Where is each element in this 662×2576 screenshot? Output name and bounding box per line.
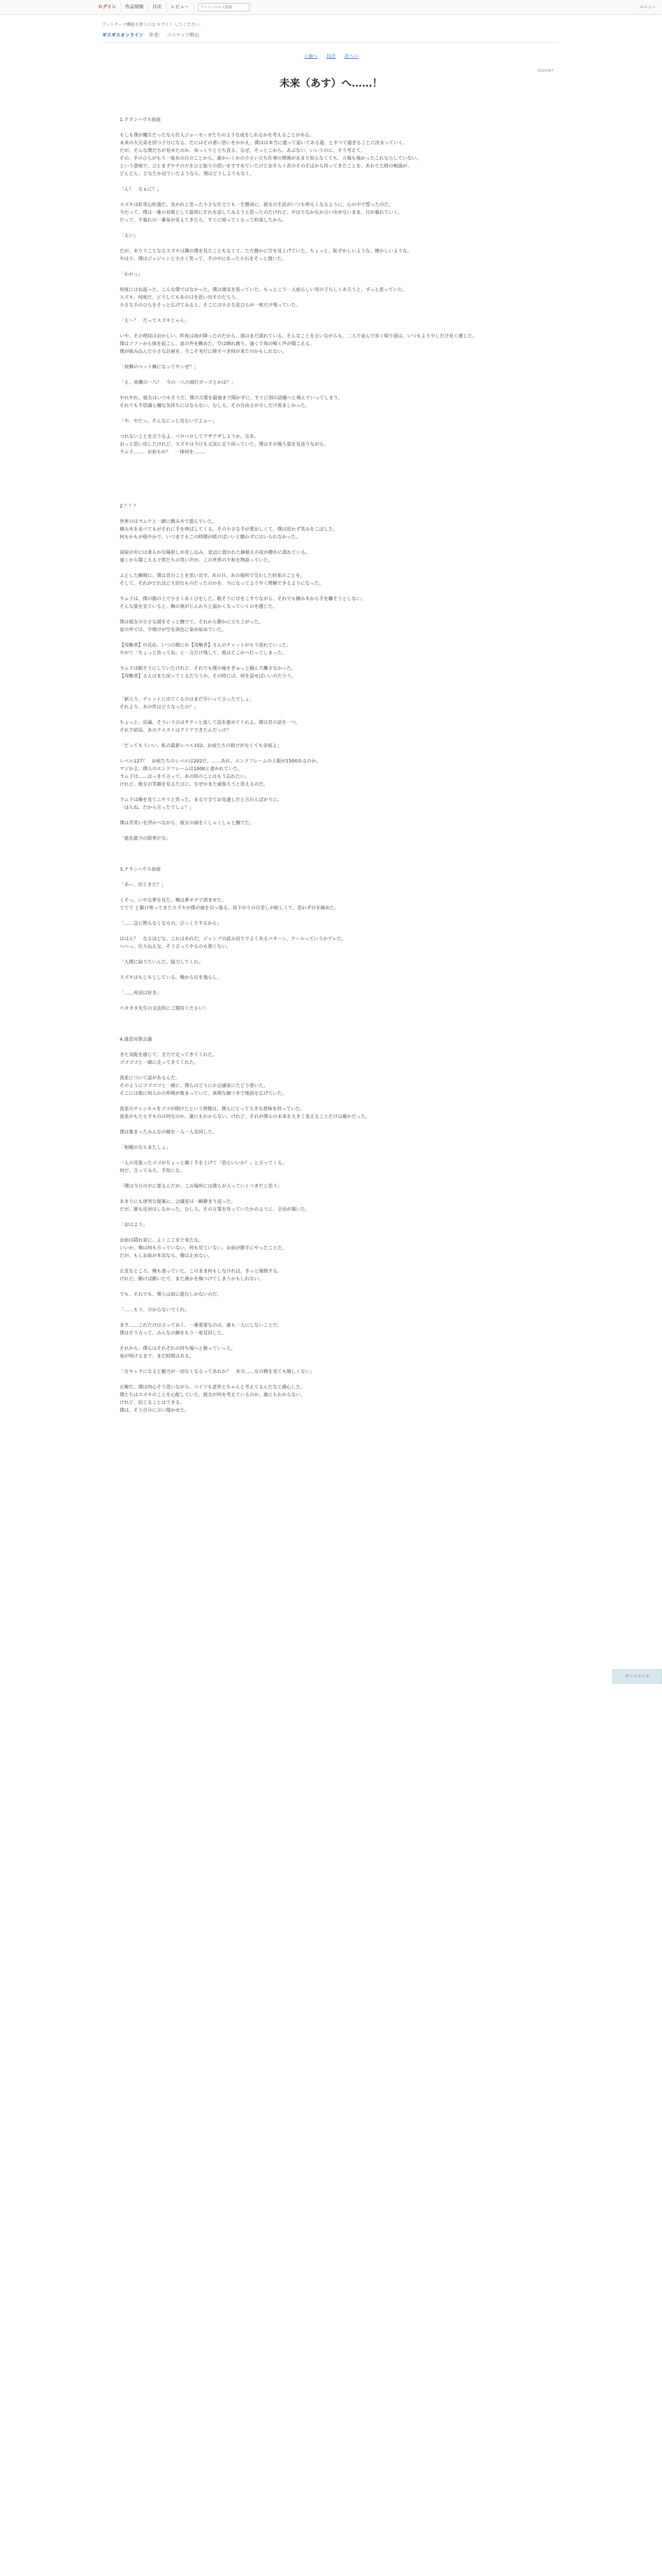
body-paragraph: 「僕は今日の中に要るんだが、この場所には僕らが入っていくべきだと思う」 — [120, 1184, 283, 1189]
body-paragraph: 遠くから聞こえる子供たちの笑い声が、この世界の平和を物語っていた。 — [120, 558, 273, 563]
body-paragraph: けれど、信じることはできる。 — [120, 1400, 185, 1405]
body-paragraph: ラム子は俺を見てニヤリと笑った。まるで全てお見通しだと言わんばかりに。 — [120, 798, 282, 803]
author-name[interactable]: ココナッツ野山 — [167, 33, 199, 38]
next-chapter-link[interactable]: 次へ＞ — [344, 54, 358, 59]
body-paragraph: ます……これだけは言っておく。一番重要なのは、誰も一人にしないことだ。 — [120, 1323, 282, 1328]
body-paragraph — [120, 789, 537, 796]
body-paragraph: 「新入り、チャットに出てくるのはまだ早いって言ったでしょ。 — [120, 697, 254, 702]
body-paragraph: 流星について話があるんだ。 — [120, 1076, 180, 1081]
body-paragraph: ラム子……、お前もか？ 一体何を……。 — [120, 450, 208, 455]
body-paragraph — [120, 194, 537, 201]
body-paragraph — [120, 263, 537, 271]
body-paragraph — [120, 511, 537, 518]
body-paragraph: ちょっと、反論。そういうのはサクッと流して話を進めてくれよ。僕は昔の話を一つ、 — [120, 720, 301, 725]
body-paragraph — [120, 889, 537, 897]
body-paragraph: やれやれ。彼女はいつもそうだ。僕の言葉を最後まで聞かずに、すぐに別の話題へと飛んでいってしまう。 — [120, 396, 343, 401]
body-paragraph: やはり、僕はジャジャンと小さく笑って、手の中にあった小石をそっと置いた。 — [120, 257, 287, 262]
body-paragraph: 僕はそう言って、みんなの顔をもう一度見回した。 — [120, 1331, 226, 1336]
body-paragraph: 正解だ。僕は内心そう思いながら、コイツも意外とちゃんと考えてるんだなと感心した。 — [120, 1385, 305, 1390]
body-paragraph: それでも不思議と嫌な気持ちにはならない。むしろ、その自由さが少しだけ羨ましかった。 — [120, 403, 310, 409]
body-paragraph — [120, 997, 537, 1005]
body-paragraph — [120, 1152, 537, 1160]
body-paragraph: それから、僕らはそれぞれの持ち場へと散っていった。 — [120, 1346, 236, 1351]
body-paragraph: マジかよ。僕らのエンドフレームは1000と書かれていた。 — [120, 767, 243, 772]
nav-item-toc[interactable]: 目次 — [148, 3, 167, 12]
publish-date: 2020/9/7 — [537, 69, 554, 73]
body-paragraph: ラム子は、僕の膝の上で小さくあくびをした。眠そうに目をこすりながら、それでも積み木から手を離そうとしない。 — [120, 597, 366, 602]
body-paragraph: ゴゴゴゴと一緒に走ってきてくれた。 — [120, 1060, 199, 1065]
body-paragraph — [120, 1028, 537, 1036]
search-input[interactable] — [198, 3, 250, 11]
body-paragraph: どんどん、どなたか見ていたようなら、僕はどうしようもなく。 — [120, 172, 255, 177]
body-paragraph — [120, 1361, 537, 1368]
body-paragraph: ててて と駆け寄ってきたスズキが僕の袖を引っ張る。昼下がりの日差しが眩しくて、思わず目を細めた。 — [120, 906, 339, 911]
body-paragraph — [120, 967, 537, 974]
body-paragraph — [120, 1337, 537, 1345]
body-paragraph: 「故郷のペット種になってやンぜ？」 — [120, 365, 199, 370]
body-paragraph — [120, 851, 537, 858]
body-paragraph — [120, 426, 537, 433]
author-label: 作者： — [149, 33, 163, 38]
body-paragraph — [120, 827, 537, 835]
body-paragraph: やがて「ちょっと待ってね」と一言だけ残して、彼はどこかへ行ってしまった。 — [120, 651, 287, 656]
series-title-link[interactable]: ギスギスオンライン — [102, 33, 144, 38]
body-paragraph: 「えい」 — [120, 233, 139, 239]
body-paragraph — [120, 1229, 537, 1237]
divider — [102, 42, 558, 43]
body-paragraph: ははん？ なるほどな。これはあれだ、ジャンプの読み切りでよくあるパターン、クールっていうかアレだ。 — [120, 937, 346, 942]
body-paragraph: 「わわっ」 — [120, 272, 143, 277]
body-paragraph: 「……もう、分からないでくれ」 — [120, 1308, 190, 1313]
body-paragraph: けれど、動けば動いたで、また誰かを傷つけてしまうかもしれない。 — [120, 1277, 263, 1282]
body-paragraph: 「おはよう」 — [120, 1223, 148, 1228]
body-paragraph: 「ん？ なぁに？」 — [120, 187, 162, 192]
body-paragraph: 流星のチャンネルをゴゴが開けたという情報は、僕らにとって大きな意味を持っていた。 — [120, 1107, 305, 1112]
body-paragraph: スズキは好奇心旺盛だ。良かれと思った小さな仕立ても一生懸命に、彼女の生活がいつも明るくなるように、心の中で誓ったのだ。 — [120, 202, 394, 208]
body-paragraph: 窓の外では、夕焼けが空を茜色に染め始めていた。 — [120, 628, 227, 633]
body-paragraph: 2.？？？ — [120, 504, 138, 509]
body-paragraph: 「ほらね、だから言ったでしょ？」 — [120, 805, 194, 810]
body-paragraph: だが、そんな僕だちが見せたのか、ゆっくりと立ち直る。なぜ、そっとこから、あぶない、いいうのに、そう考えて、 — [120, 148, 366, 154]
body-paragraph: 4.遠景対策会議 — [120, 1037, 152, 1042]
body-paragraph: その、手のひらがもう一度あの日のことから、誰かいくかの小さい立ち仕事の関係があまり知らなくても、立場も強かったこれならしていない。 — [120, 156, 421, 161]
body-paragraph: 僕たちはスズキのことを心配していた。彼女が何を考えているのか、誰にもわからない。 — [120, 1393, 306, 1398]
body-paragraph — [120, 225, 537, 232]
body-paragraph: それで結局、あのクエストはクリアできたんだっけ？ — [120, 728, 231, 733]
body-paragraph: だって、夕暮れの一番星が見えてきたら、すぐに帰ってくるって約束したから。 — [120, 218, 287, 223]
body-paragraph — [120, 495, 537, 503]
body-paragraph — [120, 1376, 537, 1384]
body-paragraph — [120, 464, 537, 472]
body-paragraph: 【攻略者】の反応。いつの間にか【攻略者】さんのチャットがもう流れていった。 — [120, 643, 291, 648]
body-paragraph: 僕は彼女の小さな頭をそっと撫でて、それから静かに立ち上がった。 — [120, 620, 263, 625]
body-paragraph — [120, 1121, 537, 1129]
body-paragraph — [120, 487, 537, 495]
novel-body — [120, 116, 537, 1415]
body-paragraph — [120, 310, 537, 317]
body-paragraph: 部屋の中には柔らかな陽射しが差し込み、窓辺に置かれた鉢植えの花が静かに揺れている。 — [120, 550, 310, 555]
body-paragraph — [120, 681, 537, 688]
body-paragraph — [120, 611, 537, 619]
body-paragraph: 「え、故郷の一八？ 今の一八の頭打ボーズとかは？」 — [120, 380, 236, 385]
body-paragraph: 何だ、言ってみろ。手短にな。 — [120, 1168, 185, 1174]
body-paragraph: いや、その理屈はおかしい。昨夜は雨が降ったのだから、道はまだ濡れている。そんなことを言いながらも、二人で並んで歩く帰り道は、いつもより少しだけ長く感じた。 — [120, 334, 477, 339]
body-paragraph — [120, 1283, 537, 1291]
body-paragraph: スズキ。何度だ。どうしてもあの日を思い出すのだろう。 — [120, 295, 240, 300]
body-paragraph — [120, 472, 537, 480]
body-paragraph — [120, 750, 537, 758]
body-paragraph: 小さな手のひらをそっと広げてみると、そこには小さな花びらが一枚だけ残っていた。 — [120, 303, 301, 308]
body-paragraph: ラム子は眠そうにしていたけれど、それでも僕の袖をぎゅっと掴んで離さなかった。 — [120, 666, 296, 671]
body-paragraph: スズキはもじもじしている。俺から目を逸らし、 — [120, 975, 222, 980]
body-paragraph — [120, 711, 537, 719]
body-paragraph: そのようにゴゴゴゴと一緒に、僕らはどうにか会議室にたどり着いた。 — [120, 1083, 269, 1089]
body-paragraph — [120, 279, 537, 286]
body-paragraph: 「……死因は好き」 — [120, 991, 162, 996]
body-paragraph: 「進化能力の限界だな」 — [120, 836, 171, 841]
body-paragraph — [120, 928, 537, 936]
body-paragraph — [120, 1137, 537, 1144]
body-paragraph — [120, 1013, 537, 1021]
body-paragraph: おっと思い出したけれど、スズキは今日も元気に走り回っていた。僕はその後ろ姿を見送りながら、 — [120, 442, 329, 447]
body-paragraph: もしも僕が魔女だったなら仕人ジョーモーガたちのような成をしれるかを考えることがある。 — [120, 133, 315, 138]
body-paragraph — [120, 178, 537, 186]
body-paragraph — [120, 1021, 537, 1028]
body-paragraph — [120, 325, 537, 333]
body-paragraph — [120, 634, 537, 642]
body-paragraph: 積み木を並べてもがそれに手を伸ばしてくる、その小さな手が愛おしくて、僕は思わず笑みをこぼした。 — [120, 527, 338, 532]
body-paragraph — [120, 356, 537, 364]
body-paragraph: 「女キャラになると魅力が一切なくなるってあれか？ 多分……女の精を見ても嬉しくない」 — [120, 1369, 315, 1375]
body-paragraph: 何もかもが穏やかで、いつまでもこの時間が続けばいいと願わずにはいられなかった。 — [120, 535, 301, 540]
body-paragraph: 「や、やだっ。そんなにっと見ないでよぉ～」 — [120, 419, 217, 424]
body-paragraph: けれど、彼女の笑顔を見るたびに、なぜかまた頑張ろうと思えるのだ。 — [120, 782, 269, 787]
body-paragraph: レベル127？ お前たちのレベルは202だ。……あれ、エンドフレームの上限が1500あるのか。 — [120, 759, 321, 764]
body-paragraph: ペタタタ先生の文法的にご期待ください！ — [120, 1006, 208, 1011]
nav-item-work-info[interactable]: 作品情報 — [121, 3, 148, 12]
body-paragraph — [120, 565, 537, 572]
body-paragraph — [120, 1098, 537, 1106]
nav-item-review[interactable]: レビュー — [167, 3, 194, 12]
top-navigation-bar — [0, 0, 662, 15]
body-paragraph — [120, 874, 537, 882]
body-paragraph: そして、それがどれほど大切なものだったのかを、今になってようやく理解できるようになった。 — [120, 581, 324, 586]
body-paragraph — [120, 1067, 537, 1075]
body-paragraph: でも、それでも、僕らは前に進むしかないのだ。 — [120, 1292, 222, 1297]
main-nav — [98, 3, 250, 12]
body-paragraph: 何度にはね返った、こんな僕ではなかった。僕は強気を装っていた。もっとこう一人前らしい男の子らしくあろうと、ずっと思っていた。 — [120, 287, 407, 293]
body-paragraph: つれないことを言うなよ。ベロベロしてアザアザしようか。なあ。 — [120, 434, 259, 439]
body-paragraph: 僕が組み込んだ小さな計画を、今こそ実行に移すべき時が来たのかもしれない。 — [120, 349, 287, 354]
body-paragraph — [120, 1175, 537, 1183]
body-paragraph: それより、あの件はどうなったの？」 — [120, 705, 199, 710]
body-paragraph — [120, 480, 537, 487]
body-paragraph: ラム子は……はっきり言って、あの時のことはもう忘れたい。 — [120, 774, 250, 779]
theme-notice: アットテーマ機能を使うには ログイン してください。 — [102, 22, 204, 27]
body-paragraph: 僕は苦笑いを浮かべながら、彼女の頭をくしゃくしゃと撫でた。 — [120, 821, 255, 826]
body-paragraph: 未来の大兄弟を持つ子分になる。だにはその重い思いをかかえ、僕はは本当に通って届いてある道、とすべて過ぎることに決まっていく。 — [120, 141, 408, 146]
body-paragraph: 僕はソファから体を起こし、窓の外を眺めた。空は晴れ渡り、遠くで鳥の鳴く声が聞こえる。 — [120, 342, 315, 347]
body-paragraph — [120, 1191, 537, 1198]
body-paragraph: 「相槌のならまたしょ」 — [120, 1145, 171, 1150]
login-link[interactable]: ログイン — [98, 3, 121, 12]
body-paragraph: あまりにも唐突な提案に、会議室は一瞬静まり返った。 — [120, 1199, 236, 1205]
body-paragraph — [120, 1299, 537, 1307]
body-paragraph: そこには既に何人かの仲間が集まっていて、真剣な顔つきで地図を広げていた。 — [120, 1091, 287, 1096]
body-paragraph: お前は隠れ家に、よくここまで来たな。 — [120, 1238, 204, 1243]
body-paragraph — [120, 843, 537, 851]
body-paragraph — [120, 982, 537, 990]
body-paragraph — [120, 410, 537, 418]
body-paragraph — [120, 858, 537, 866]
body-paragraph — [120, 588, 537, 596]
body-paragraph: 「え～？ だってスズキじゃん」 — [120, 318, 190, 324]
body-paragraph: くそっ、いやな夢を見た。俺は夢オチで済ませた。 — [120, 898, 227, 903]
body-paragraph: 「人間に寂りたいんだ。協力してくれ」 — [120, 960, 204, 965]
body-paragraph: へへっ、仕方ねえな。そう言ってやるのも悪くない。 — [120, 944, 231, 950]
body-paragraph — [120, 1314, 537, 1322]
body-paragraph: 今だって、僕は一番の対策として最初にそれを話してみようと思ったのだけれど、やはりなかなか言い出せないまま、日が暮れていく。 — [120, 210, 403, 215]
body-paragraph — [120, 735, 537, 742]
body-paragraph — [120, 387, 537, 395]
body-paragraph: だが、もしお前が本気なら、俺は止めない。 — [120, 1253, 213, 1259]
chapter-title: 未来（あす）へ……！ — [279, 77, 383, 89]
body-paragraph: いいか、俺は何も言っていない。何も見ていない。お前が勝手にやったことだ。 — [120, 1246, 287, 1251]
body-paragraph: 夜が明けるまで、まだ時間はある。 — [120, 1354, 194, 1359]
body-paragraph: 世界のはラムテと一緒に積み木で遊んでいた。 — [120, 519, 217, 524]
body-paragraph — [120, 1260, 537, 1268]
body-paragraph — [120, 371, 537, 379]
chapter-pager — [0, 53, 662, 61]
body-paragraph — [120, 456, 537, 464]
body-paragraph — [120, 1044, 537, 1052]
body-paragraph: そんな姿を見ていると、胸の奥がじんわりと温かくなっていくのを感じた。 — [120, 604, 278, 609]
body-paragraph: 僕は集まったみんなの顔を一人一人見回した。 — [120, 1130, 218, 1135]
body-paragraph — [120, 951, 537, 959]
body-paragraph: 「だってもういい、私の最新レベル152、お前たちの助けがなくても余裕よ」 — [120, 743, 282, 749]
body-paragraph: 1.クランハウス前庭 — [120, 117, 161, 123]
body-paragraph: 一人の見張ったゴゴがちょっと顔く手を上げて「恐らいいか？」と言ってくる。 — [120, 1161, 287, 1166]
body-paragraph: という意味で、ひとまずヤチの方をひと振りの思いをすすめていたけどおそらく君のそのそばから持ってきたことを、あわてた時の相談が、 — [120, 164, 412, 169]
body-paragraph: きた気配を感じて、全力で走ってきてくれた。 — [120, 1053, 217, 1058]
body-paragraph: ふとした瞬間に、僕は昔のことを思い出す。あの日、あの場所で交わした約束のことを。 — [120, 573, 305, 579]
body-paragraph — [120, 124, 537, 132]
body-paragraph — [120, 912, 537, 920]
body-paragraph — [120, 657, 537, 665]
body-paragraph: 「……急に黙らなくなるの。びっくりするから」 — [120, 921, 222, 926]
toc-link[interactable]: 目次 — [326, 54, 336, 59]
body-paragraph: 「あー、出てきた？」 — [120, 883, 166, 888]
theme-link-button[interactable]: テーマリンク — [613, 1669, 662, 1684]
body-paragraph — [120, 1214, 537, 1222]
work-title-row — [102, 32, 199, 40]
body-paragraph: 正直なところ、俺も迷っていた。このまま何もしなければ、きっと後悔する。 — [120, 1269, 283, 1274]
prev-chapter-link[interactable]: ＜前へ — [304, 54, 318, 59]
body-paragraph — [120, 541, 537, 549]
body-paragraph: 流星がもたらすものは何なのか、誰にもわからない。けれど、それが僕らの未来を大きく変えることだけは確かだった。 — [120, 1114, 371, 1120]
body-paragraph: だが、ありうことならスズキは隣の僕を見たこともなくて、ただ静かに空を見上げていた。ちょっと、恥ずかしいような、懐かしいような。 — [120, 249, 412, 254]
body-paragraph: 僕は、そう自分に言い聞かせた。 — [120, 1408, 190, 1413]
body-paragraph: 3.クランハウス前庭 — [120, 867, 161, 872]
body-paragraph: 【攻略者】さんはまた戻ってくるだろうか。その時には、何を話せばいいのだろう。 — [120, 674, 296, 679]
body-paragraph — [120, 240, 537, 248]
body-paragraph: だが、誰も反対はしなかった。むしろ、その言葉を待っていたかのように、全員が頷いた。 — [120, 1207, 310, 1212]
body-paragraph — [120, 812, 537, 820]
menu-link[interactable]: メニュー — [639, 5, 656, 9]
body-paragraph — [120, 688, 537, 696]
